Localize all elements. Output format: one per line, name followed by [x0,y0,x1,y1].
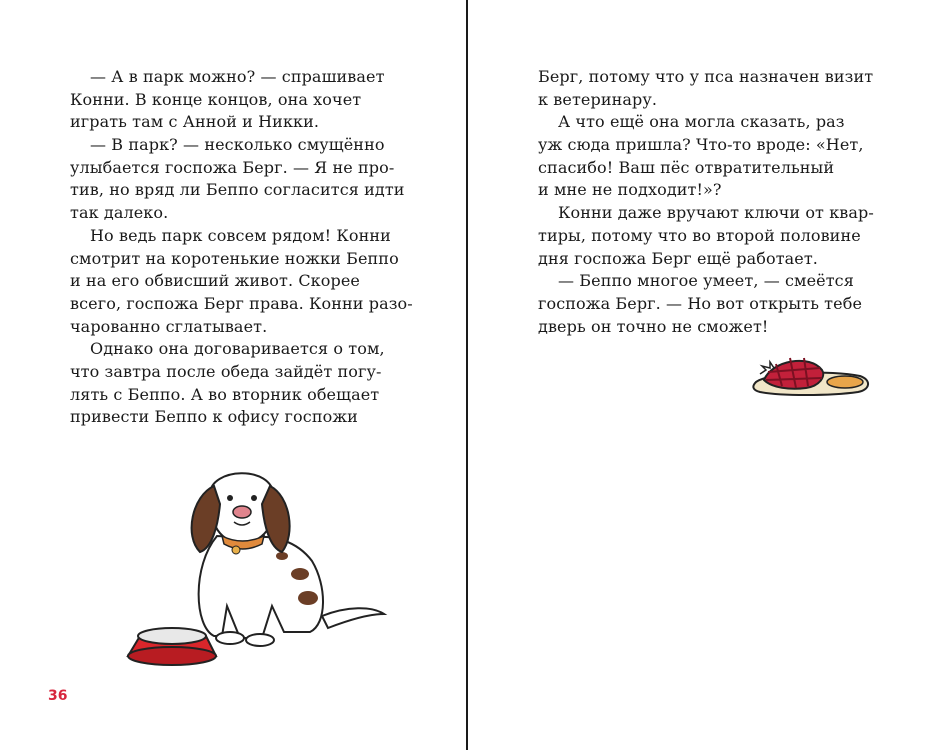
text-line: госпожа Берг. — Но вот открыть тебе [538,293,863,313]
text-line: уж сюда пришла? Что-то вроде: «Нет, [538,135,864,155]
text-line: чарованно сглатывает. [70,316,268,336]
dog-paw [216,632,244,644]
text-line: А что ещё она могла сказать, раз [558,112,845,132]
text-line: всего, госпожа Берг права. Конни разо- [70,293,413,313]
text-line: дверь он точно не сможет! [538,316,769,336]
text-line: лять с Беппо. А во вторник обещает [70,384,380,404]
dog-bowl-base [128,647,216,665]
dog-paw [246,634,274,646]
dog-spot [276,552,288,560]
text-line: к ветеринару. [538,89,658,109]
dog-tail [322,608,384,628]
text-line: и на его обвисший живот. Скорее [70,271,360,291]
text-line: Конни даже вручают ключи от квар- [558,203,874,223]
dog-eye [227,495,233,501]
text-line: Конни. В конце концов, она хочет [70,89,362,109]
text-line: тиры, потому что во второй половине [538,225,861,245]
dog-collar-tag [232,546,240,554]
dog-eye [251,495,257,501]
text-line: и мне не подходит!»? [538,180,722,200]
dog-nose [233,506,251,518]
page-number: 36 [48,688,68,704]
text-line: улыбается госпожа Берг. — Я не про- [70,157,395,177]
right-page-text [538,66,874,338]
dog-bowl-rim [138,628,206,644]
text-line: привести Беппо к офису госпожи [70,407,358,427]
text-line: — В парк? — несколько смущённо [90,135,385,155]
left-page-text [70,66,413,429]
text-line: смотрит на коротенькие ножки Беппо [70,248,399,268]
text-line: — Беппо многое умеет, — смеётся [558,271,854,291]
dog-body [199,536,323,638]
text-line: что завтра после обеда зайдёт погу- [70,361,382,381]
text-line: Но ведь парк совсем рядом! Конни [90,225,391,245]
text-line: дня госпожа Берг ещё работает. [538,248,818,268]
text-line: — А в парк можно? — спрашивает [90,67,385,86]
text-line: играть там с Анной и Никки. [70,112,320,132]
slipper-illustration [750,352,875,400]
text-line: тив, но вряд ли Беппо согласится идти [70,180,405,200]
text-line: Берг, потому что у пса назначен визит [538,67,874,86]
text-line: спасибо! Ваш пёс отвратительный [538,157,835,177]
slipper-insole [827,376,863,388]
text-line: Однако она договаривается о том, [90,339,385,359]
dog-spot [291,568,309,580]
text-line: так далеко. [70,203,169,223]
dog-with-bowl-illustration [122,456,392,681]
dog-spot [298,591,318,605]
